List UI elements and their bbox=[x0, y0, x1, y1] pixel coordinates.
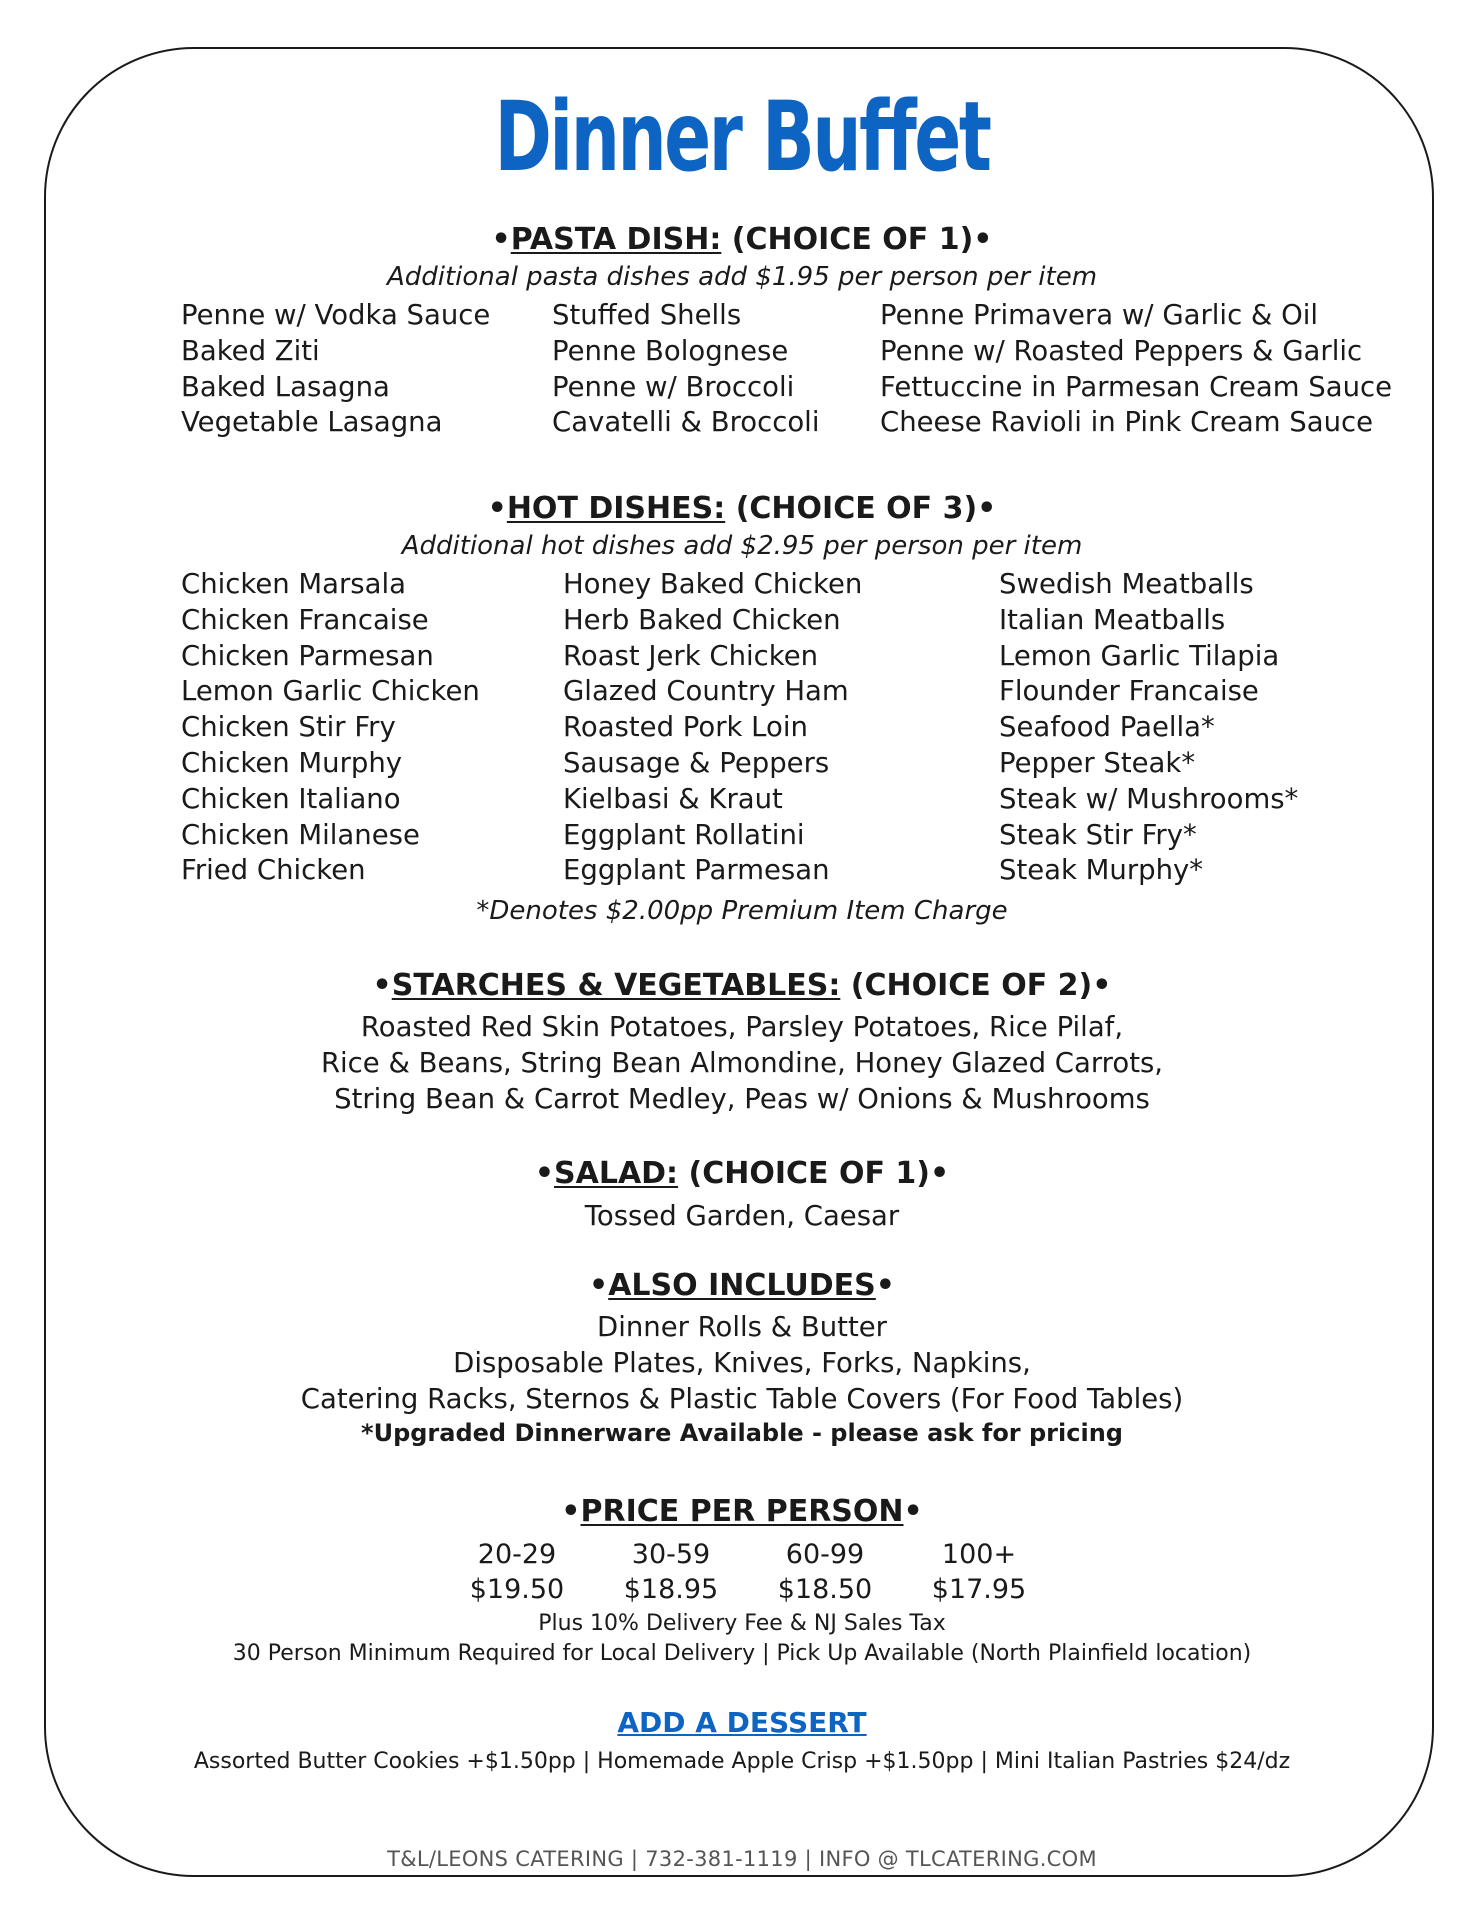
dessert-line: Assorted Butter Cookies +$1.50pp | Homemade Apple Crisp +$1.50pp | Mini Italian Pastries $24/dz bbox=[193, 1749, 1291, 1774]
list-item: Penne Bolognese bbox=[552, 334, 789, 367]
list-item: Chicken Parmesan bbox=[181, 639, 434, 672]
hot-heading: •HOT DISHES: (CHOICE OF 3)• bbox=[487, 491, 997, 526]
starches-heading: •STARCHES & VEGETABLES: (CHOICE OF 2)• bbox=[372, 968, 1112, 1003]
list-item: Lemon Garlic Tilapia bbox=[999, 639, 1280, 672]
pasta-column-1 bbox=[181, 298, 490, 441]
list-item: Herb Baked Chicken bbox=[563, 603, 841, 636]
list-item: Penne w/ Roasted Peppers & Garlic bbox=[880, 334, 1363, 367]
salad-line: Tossed Garden, Caesar bbox=[584, 1200, 900, 1232]
list-item: Penne Primavera w/ Garlic & Oil bbox=[880, 299, 1319, 331]
list-item: Chicken Stir Fry bbox=[181, 711, 396, 744]
list-item: Honey Baked Chicken bbox=[563, 568, 863, 600]
list-item: Glazed Country Ham bbox=[563, 675, 849, 708]
salad-heading-choice: (CHOICE OF 1) bbox=[688, 1156, 930, 1191]
list-item: Fettuccine in Parmesan Cream Sauce bbox=[880, 370, 1393, 403]
includes-heading: •ALSO INCLUDES• bbox=[589, 1268, 895, 1303]
price-tier bbox=[440, 1537, 594, 1607]
list-item: Eggplant Rollatini bbox=[563, 818, 805, 851]
salad-heading: •SALAD: (CHOICE OF 1)• bbox=[534, 1156, 950, 1191]
starches-line: Roasted Red Skin Potatoes, Parsley Potatoes, Rice Pilaf, bbox=[360, 1011, 1124, 1043]
list-item: Steak Stir Fry* bbox=[999, 818, 1197, 851]
hot-heading-name: HOT DISHES: bbox=[506, 491, 726, 526]
list-item: Pepper Steak* bbox=[999, 746, 1196, 779]
page-title: Dinner Buffet bbox=[494, 81, 990, 193]
list-item: Chicken Italiano bbox=[181, 782, 401, 815]
tier-price: $18.50 bbox=[777, 1574, 873, 1605]
price-table bbox=[440, 1537, 1056, 1607]
upgrade-note: *Upgraded Dinnerware Available - please ask for pricing bbox=[361, 1419, 1123, 1447]
hot-heading-choice: (CHOICE OF 3) bbox=[735, 491, 978, 526]
premium-note: *Denotes $2.00pp Premium Item Charge bbox=[476, 896, 1008, 926]
price-tier bbox=[748, 1537, 902, 1607]
list-item: Seafood Paella* bbox=[999, 711, 1215, 744]
list-item: Chicken Murphy bbox=[181, 746, 403, 779]
list-item: Baked Lasagna bbox=[181, 370, 390, 403]
hot-column-3 bbox=[999, 567, 1298, 889]
starches-heading-choice: (CHOICE OF 2) bbox=[850, 968, 1093, 1003]
list-item: Steak w/ Mushrooms* bbox=[999, 782, 1299, 815]
fee-note: Plus 10% Delivery Fee & NJ Sales Tax bbox=[538, 1611, 946, 1636]
starches-heading-name: STARCHES & VEGETABLES: bbox=[391, 968, 841, 1003]
tier-range: 100+ bbox=[941, 1539, 1017, 1570]
list-item: Cheese Ravioli in Pink Cream Sauce bbox=[880, 406, 1374, 439]
includes-line: Catering Racks, Sternos & Plastic Table Covers (For Food Tables) bbox=[300, 1383, 1184, 1415]
list-item: Italian Meatballs bbox=[999, 603, 1226, 636]
tier-range: 20-29 bbox=[477, 1539, 557, 1570]
footer-contact: T&L/LEONS CATERING | 732-381-1119 | INFO @ TLCATERING.COM bbox=[387, 1847, 1097, 1871]
price-tier bbox=[902, 1537, 1056, 1607]
list-item: Kielbasi & Kraut bbox=[563, 782, 783, 815]
list-item: Chicken Marsala bbox=[181, 568, 406, 600]
tier-price: $19.50 bbox=[469, 1574, 565, 1605]
list-item: Sausage & Peppers bbox=[563, 746, 830, 779]
includes-line: Dinner Rolls & Butter bbox=[597, 1311, 887, 1343]
pasta-heading: •PASTA DISH: (CHOICE OF 1)• bbox=[491, 222, 993, 257]
hot-column-1 bbox=[181, 567, 480, 889]
pasta-note: Additional pasta dishes add $1.95 per person per item bbox=[386, 262, 1098, 292]
list-item: Baked Ziti bbox=[181, 334, 320, 367]
includes-line: Disposable Plates, Knives, Forks, Napkins, bbox=[453, 1347, 1031, 1379]
list-item: Roast Jerk Chicken bbox=[563, 639, 819, 672]
price-heading-name: PRICE PER PERSON bbox=[580, 1494, 904, 1529]
list-item: Stuffed Shells bbox=[552, 299, 742, 331]
list-item: Flounder Francaise bbox=[999, 675, 1259, 708]
includes-heading-name: ALSO INCLUDES bbox=[608, 1268, 876, 1303]
list-item: Lemon Garlic Chicken bbox=[181, 675, 480, 708]
minimum-note: 30 Person Minimum Required for Local Delivery | Pick Up Available (North Plainfield location) bbox=[232, 1641, 1252, 1666]
pasta-column-2 bbox=[552, 298, 819, 441]
price-tier bbox=[594, 1537, 748, 1607]
list-item: Swedish Meatballs bbox=[999, 568, 1254, 600]
starches-line: String Bean & Carrot Medley, Peas w/ Onions & Mushrooms bbox=[334, 1083, 1150, 1115]
list-item: Roasted Pork Loin bbox=[563, 711, 808, 744]
salad-heading-name: SALAD: bbox=[554, 1156, 679, 1191]
pasta-column-3 bbox=[880, 298, 1392, 441]
list-item: Chicken Francaise bbox=[181, 603, 429, 636]
pasta-heading-choice: (CHOICE OF 1) bbox=[731, 222, 974, 257]
hot-note: Additional hot dishes add $2.95 per person per item bbox=[401, 531, 1083, 561]
tier-price: $17.95 bbox=[931, 1574, 1027, 1605]
list-item: Fried Chicken bbox=[181, 854, 366, 887]
list-item: Steak Murphy* bbox=[999, 854, 1204, 887]
list-item: Penne w/ Vodka Sauce bbox=[181, 299, 491, 331]
dessert-heading: ADD A DESSERT bbox=[617, 1706, 867, 1739]
tier-price: $18.95 bbox=[623, 1574, 719, 1605]
list-item: Eggplant Parmesan bbox=[563, 854, 830, 887]
starches-line: Rice & Beans, String Bean Almondine, Honey Glazed Carrots, bbox=[320, 1047, 1164, 1079]
pasta-heading-name: PASTA DISH: bbox=[510, 222, 722, 257]
price-heading: •PRICE PER PERSON• bbox=[561, 1494, 923, 1529]
tier-range: 30-59 bbox=[631, 1539, 711, 1570]
list-item: Vegetable Lasagna bbox=[181, 406, 443, 439]
list-item: Chicken Milanese bbox=[181, 818, 420, 851]
tier-range: 60-99 bbox=[785, 1539, 865, 1570]
list-item: Cavatelli & Broccoli bbox=[552, 406, 820, 439]
hot-column-2 bbox=[563, 567, 862, 889]
list-item: Penne w/ Broccoli bbox=[552, 370, 795, 403]
